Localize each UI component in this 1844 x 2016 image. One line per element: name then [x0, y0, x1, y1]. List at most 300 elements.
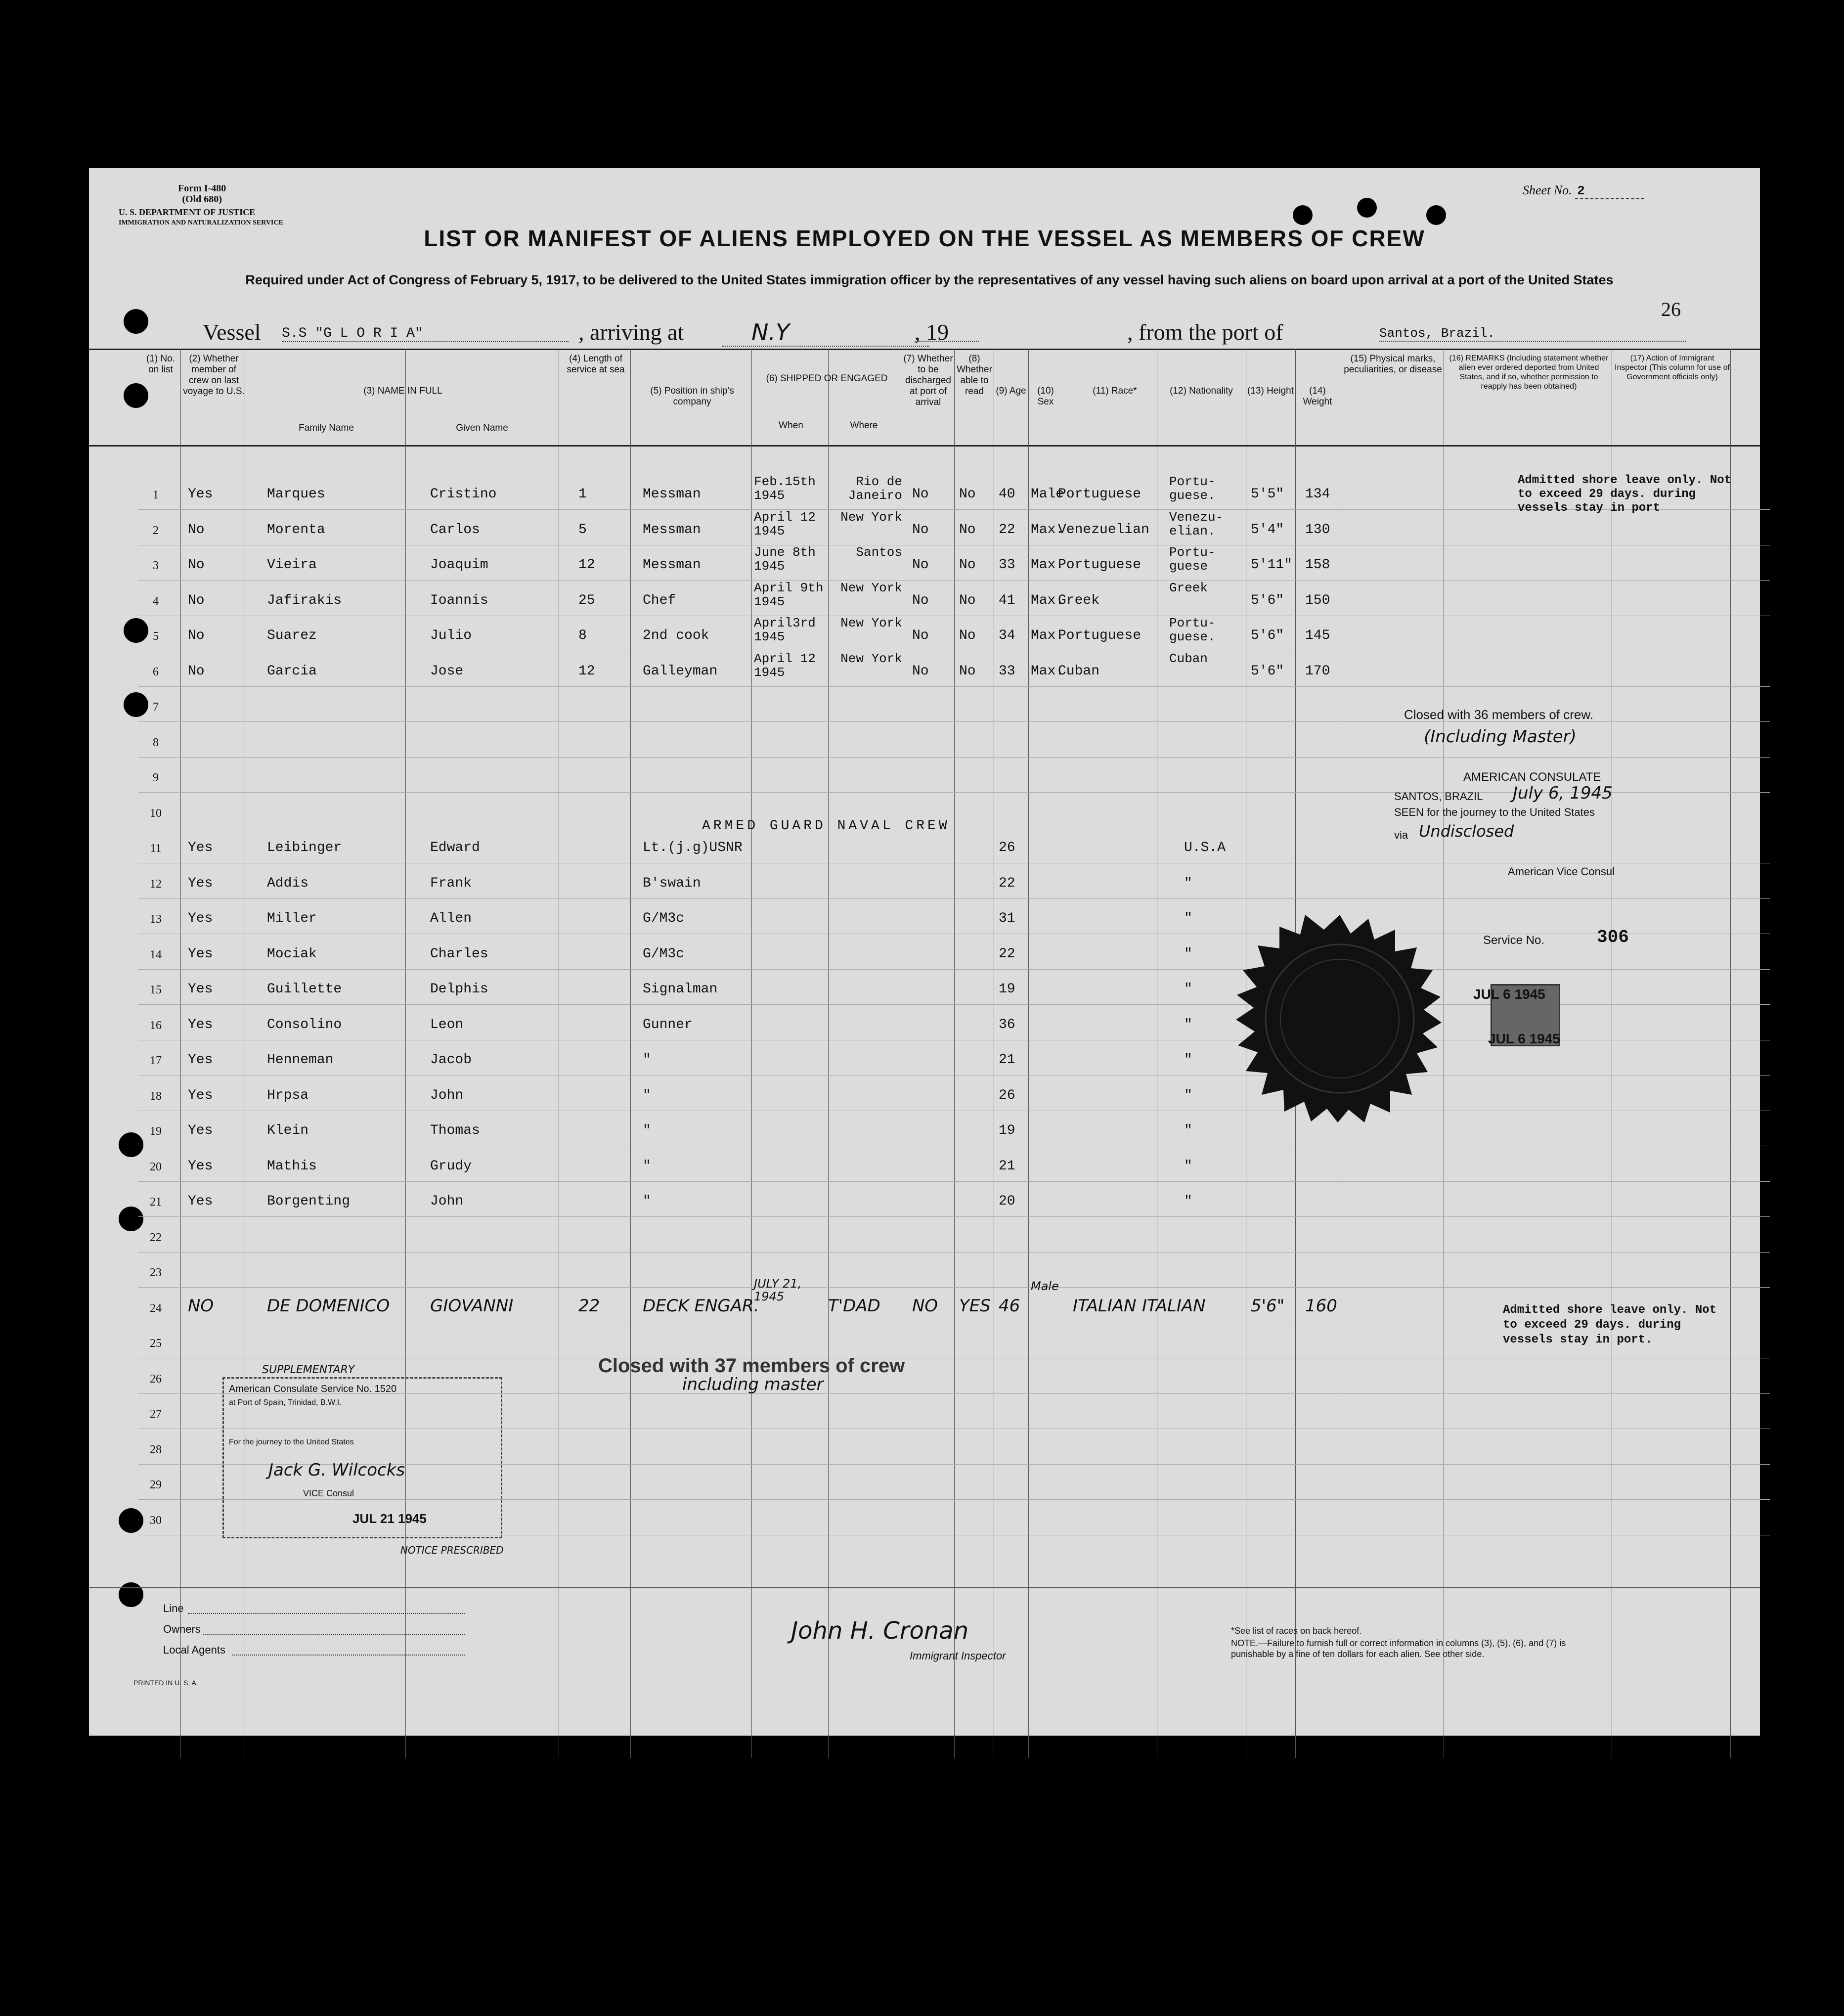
arriving-label: , arriving at — [578, 319, 684, 345]
header-weight: (14) Weight — [1303, 386, 1332, 407]
crew-read: No — [959, 522, 976, 538]
header-action: (17) Action of Immigrant Inspector (This column for use of Government officials only) — [1615, 354, 1730, 381]
row24-position: DECK ENGAR. — [643, 1296, 759, 1316]
guard-nationality: " — [1184, 875, 1192, 891]
guard-age: 21 — [999, 1158, 1015, 1174]
guard-family: Guillette — [267, 982, 342, 997]
stamp-date-2: JUL 6 1945 — [1488, 1031, 1560, 1046]
crew-family: Suarez — [267, 628, 317, 643]
consulate-city: SANTOS, BRAZIL — [1394, 790, 1483, 803]
row24-prev: NO — [188, 1296, 214, 1316]
row-number: 15 — [150, 984, 162, 996]
guard-family: Mathis — [267, 1158, 317, 1174]
row-number: 24 — [150, 1301, 162, 1315]
department-name: U. S. DEPARTMENT OF JUSTICE — [119, 207, 256, 217]
crew-prev: Yes — [188, 487, 213, 502]
stamp2-signature: Jack G. Wilcocks — [268, 1460, 405, 1480]
crew-position: Messman — [643, 557, 701, 573]
row24-when: JULY 21, 1945 — [754, 1276, 802, 1303]
sheet-label: Sheet No. — [1523, 183, 1572, 197]
guard-age: 36 — [999, 1017, 1015, 1032]
crew-disch: No — [912, 592, 929, 608]
crew-disch: No — [912, 557, 929, 573]
crew-service: 12 — [578, 663, 595, 679]
supplementary-stamp — [222, 1377, 502, 1538]
crew-read: No — [959, 663, 976, 679]
binder-hole — [1293, 205, 1313, 225]
including-master-1: (Including Master) — [1424, 727, 1577, 747]
binder-hole — [119, 1508, 143, 1533]
guard-family: Borgenting — [267, 1194, 351, 1209]
crew-nationality: Portu-guese. — [1169, 474, 1216, 503]
crew-height: 5'6" — [1251, 628, 1284, 643]
guard-position: " — [643, 1194, 651, 1209]
guard-prev: Yes — [188, 840, 213, 855]
header-sex: (10) Sex — [1037, 386, 1054, 407]
crew-race: Portuguese — [1058, 628, 1142, 643]
crew-weight: 134 — [1305, 487, 1330, 502]
service-name: IMMIGRATION AND NATURALIZATION SERVICE — [119, 219, 283, 226]
guard-given: Grudy — [430, 1158, 472, 1174]
crew-position: Messman — [643, 487, 701, 502]
guard-position: Signalman — [643, 982, 718, 997]
guard-nationality: " — [1184, 982, 1192, 997]
guard-given: Edward — [430, 840, 480, 855]
footer-owners-label: Owners — [163, 1623, 201, 1635]
page-subtitle: Required under Act of Congress of February 5, 1917, to be delivered to the United States immigration officer by the representatives of any vessel having such aliens on board upon arrival at a port of the United States — [245, 272, 1614, 287]
crew-where: New York — [840, 509, 902, 525]
year-blank — [915, 319, 979, 342]
row24-read: YES — [959, 1296, 991, 1316]
guard-nationality: " — [1184, 1194, 1192, 1209]
inspector-label: Immigrant Inspector — [910, 1650, 1006, 1662]
via-label: via — [1394, 829, 1408, 841]
manifest-page — [89, 168, 1760, 1736]
row-number: 17 — [150, 1054, 162, 1067]
crew-position: Chef — [643, 592, 676, 608]
crew-family: Marques — [267, 487, 325, 502]
guard-position: Gunner — [643, 1017, 693, 1032]
row-number: 2 — [153, 524, 159, 537]
footer-line-label: Line — [163, 1602, 184, 1614]
guard-prev: Yes — [188, 911, 213, 926]
row24-age: 46 — [999, 1296, 1020, 1316]
crew-race: Venezuelian — [1058, 522, 1149, 538]
guard-family: Henneman — [267, 1052, 334, 1068]
crew-given: Julio — [430, 628, 472, 643]
row-number: 22 — [150, 1231, 162, 1244]
binder-hole — [119, 1207, 143, 1231]
guard-nationality: " — [1184, 1017, 1192, 1032]
header-no: (1) No. on list — [146, 354, 176, 375]
crew-family: Jafirakis — [267, 592, 342, 608]
guard-position: " — [643, 1052, 651, 1068]
crew-position: Galleyman — [643, 663, 718, 679]
guard-given: John — [430, 1087, 464, 1103]
row-number: 14 — [150, 948, 162, 961]
form-number — [178, 183, 226, 205]
form-number-text: Form I-480 — [178, 183, 226, 194]
guard-position: G/M3c — [643, 911, 685, 926]
column-divider — [180, 349, 181, 1758]
service-no-value: 306 — [1597, 927, 1629, 947]
crew-read: No — [959, 557, 976, 573]
year-label: , 19 — [915, 319, 949, 345]
crew-age: 41 — [999, 592, 1015, 608]
header-when: When — [779, 420, 803, 431]
crew-family: Morenta — [267, 522, 325, 538]
guard-position: " — [643, 1158, 651, 1174]
guard-nationality: " — [1184, 1052, 1192, 1068]
crew-weight: 130 — [1305, 522, 1330, 538]
crew-given: Joaquim — [430, 557, 488, 573]
row-number: 28 — [150, 1443, 162, 1456]
crew-service: 1 — [578, 487, 587, 502]
row-rule — [138, 1287, 1770, 1288]
inspector-signature: John H. Cronan — [791, 1617, 969, 1645]
table-top-rule — [89, 349, 1760, 350]
crew-height: 5'6" — [1251, 663, 1284, 679]
sheet-number — [1523, 183, 1644, 198]
guard-age: 26 — [999, 840, 1015, 855]
row24-service: 22 — [578, 1296, 600, 1316]
vessel-name: S.S "G L O R I A" — [282, 326, 569, 342]
row-number: 19 — [150, 1125, 162, 1138]
binder-hole — [124, 383, 148, 408]
guard-position: " — [643, 1087, 651, 1103]
crew-height: 5'6" — [1251, 592, 1284, 608]
crew-nationality: Portu-guese. — [1169, 616, 1216, 644]
vessel-line — [203, 319, 1686, 344]
row24-sex: Male — [1031, 1279, 1059, 1293]
guard-age: 22 — [999, 875, 1015, 891]
guard-given: Charles — [430, 946, 488, 962]
guard-age: 19 — [999, 982, 1015, 997]
crew-family: Garcia — [267, 663, 317, 679]
seen-for: SEEN for the journey to the United States — [1394, 806, 1595, 818]
row-number: 12 — [150, 877, 162, 891]
crew-age: 34 — [999, 628, 1015, 643]
notice-prescribed: NOTICE PRESCRIBED — [400, 1544, 504, 1556]
crew-disch: No — [912, 522, 929, 538]
crew-when: April3rd 1945 — [754, 616, 816, 644]
guard-family: Klein — [267, 1123, 309, 1138]
guard-given: Delphis — [430, 982, 488, 997]
consular-seal — [1236, 915, 1444, 1122]
guard-nationality: " — [1184, 946, 1192, 962]
guard-given: Jacob — [430, 1052, 472, 1068]
row-rule — [138, 1252, 1770, 1253]
guard-position: " — [643, 1123, 651, 1138]
row-number: 16 — [150, 1019, 162, 1032]
crew-read: No — [959, 487, 976, 502]
page-number: 26 — [1661, 298, 1681, 320]
guard-position: G/M3c — [643, 946, 685, 962]
crew-race: Portuguese — [1058, 487, 1142, 502]
crew-nationality: Venezu-elian. — [1169, 509, 1224, 538]
crew-race: Greek — [1058, 592, 1100, 608]
stamp2-date: JUL 21 1945 — [352, 1511, 427, 1526]
column-divider — [1730, 349, 1731, 1758]
binder-hole — [119, 1132, 143, 1157]
row-number: 30 — [150, 1514, 162, 1527]
header-read: (8) Whether able to read — [957, 354, 992, 397]
row-rule — [138, 686, 1770, 687]
header-position: (5) Position in ship's company — [650, 386, 734, 407]
guard-nationality: " — [1184, 911, 1192, 926]
guard-prev: Yes — [188, 1194, 213, 1209]
row-number: 18 — [150, 1089, 162, 1103]
guard-prev: Yes — [188, 1123, 213, 1138]
stamp2-line3: For the journey to the United States — [229, 1438, 354, 1446]
guard-age: 20 — [999, 1194, 1015, 1209]
guard-nationality: " — [1184, 1123, 1192, 1138]
row24-race: ITALIAN — [1073, 1296, 1137, 1316]
guard-family: Hrpsa — [267, 1087, 309, 1103]
row-rule — [138, 580, 1770, 581]
guard-family: Leibinger — [267, 840, 342, 855]
crew-when: April 12 1945 — [754, 509, 816, 538]
crew-where: New York — [840, 616, 902, 630]
crew-weight: 145 — [1305, 628, 1330, 643]
races-note: *See list of races on back hereof. — [1231, 1626, 1362, 1636]
guard-family: Addis — [267, 875, 309, 891]
crew-service: 5 — [578, 522, 587, 538]
guard-age: 21 — [999, 1052, 1015, 1068]
row-number: 5 — [153, 630, 159, 643]
crew-sex: Max. — [1031, 557, 1064, 573]
crew-height: 5'11" — [1251, 557, 1293, 573]
row-number: 25 — [150, 1337, 162, 1350]
crew-nationality: Greek — [1169, 580, 1208, 595]
crew-height: 5'4" — [1251, 522, 1284, 538]
row-number: 21 — [150, 1196, 162, 1209]
row-number: 26 — [150, 1372, 162, 1386]
guard-prev: Yes — [188, 1087, 213, 1103]
crew-prev: No — [188, 663, 205, 679]
crew-family: Vieira — [267, 557, 317, 573]
footer-agents-blank — [232, 1655, 465, 1656]
via-value: Undisclosed — [1419, 822, 1514, 841]
header-race: (11) Race* — [1093, 386, 1137, 396]
binder-hole — [1426, 205, 1446, 225]
crew-prev: No — [188, 592, 205, 608]
arriving-at: N.Y — [722, 319, 929, 347]
crew-sex: Male — [1031, 487, 1064, 502]
row-rule — [138, 969, 1770, 970]
crew-disch: No — [912, 663, 929, 679]
header-discharged: (7) Whether to be discharged at port of arrival — [903, 354, 953, 407]
guard-prev: Yes — [188, 1052, 213, 1068]
header-name: (3) NAME IN FULL — [363, 386, 442, 396]
column-divider — [954, 349, 955, 1758]
row24-weight: 160 — [1305, 1296, 1337, 1316]
footer-line-blank — [188, 1613, 465, 1614]
footer-rule — [89, 1587, 1760, 1588]
sheet-no-value: 2 — [1575, 183, 1644, 199]
crew-service: 25 — [578, 592, 595, 608]
guard-age: 26 — [999, 1087, 1015, 1103]
guard-prev: Yes — [188, 875, 213, 891]
page-title: LIST OR MANIFEST OF ALIENS EMPLOYED ON THE VESSEL AS MEMBERS OF CREW — [424, 225, 1425, 251]
header-prev-voyage: (2) Whether member of crew on last voyage to U.S. — [183, 354, 245, 397]
crew-where: Rio de Janeiro — [848, 474, 902, 503]
closed-with-1: Closed with 36 members of crew. — [1404, 707, 1593, 722]
row-number: 1 — [153, 489, 159, 501]
header-nationality: (12) Nationality — [1170, 386, 1233, 396]
guard-age: 31 — [999, 911, 1015, 926]
guard-nationality: " — [1184, 1087, 1192, 1103]
row24-nat: ITALIAN — [1142, 1296, 1206, 1316]
header-height: (13) Height — [1247, 386, 1294, 396]
armed-guard-heading: ARMED GUARD NAVAL CREW — [702, 818, 950, 834]
table-header-rule — [89, 445, 1760, 447]
row-number: 27 — [150, 1408, 162, 1421]
row-rule — [138, 757, 1770, 758]
row-number: 10 — [150, 806, 162, 820]
footer-agents-label: Local Agents — [163, 1644, 225, 1656]
stamp2-title: VICE Consul — [303, 1488, 354, 1498]
guard-given: Allen — [430, 911, 472, 926]
stamp2-line1: American Consulate Service No. 1520 — [229, 1384, 397, 1394]
crew-position: Messman — [643, 522, 701, 538]
crew-given: Jose — [430, 663, 464, 679]
crew-position: 2nd cook — [643, 628, 709, 643]
row24-family: DE DOMENICO — [267, 1296, 390, 1316]
from-port: Santos, Brazil. — [1379, 326, 1686, 342]
guard-position: Lt.(j.g)USNR — [643, 840, 743, 855]
row-number: 4 — [153, 594, 159, 608]
header-remarks: (16) REMARKS (Including statement whether alien ever ordered deported from United States, and if so, whether permission to reapply has been obtained) — [1449, 354, 1609, 391]
shore-leave-stamp-1: Admitted shore leave only. Not to exceed 29 days. during vessels stay in port — [1518, 474, 1732, 515]
service-no-label: Service No. — [1483, 934, 1545, 947]
guard-age: 19 — [999, 1123, 1015, 1138]
guard-prev: Yes — [188, 1158, 213, 1174]
row-rule — [138, 1181, 1770, 1182]
row-number: 23 — [150, 1266, 162, 1279]
supplementary-label: SUPPLEMENTARY — [262, 1364, 355, 1376]
header-given-name: Given Name — [456, 423, 508, 433]
header-physical: (15) Physical marks, peculiarities, or disease — [1344, 354, 1442, 375]
guard-position: B'swain — [643, 875, 701, 891]
row-number: 3 — [153, 559, 159, 572]
crew-weight: 158 — [1305, 557, 1330, 573]
crew-given: Carlos — [430, 522, 480, 538]
crew-where: New York — [840, 580, 902, 595]
crew-prev: No — [188, 557, 205, 573]
stamp-date-1: JUL 6 1945 — [1473, 986, 1545, 1002]
crew-when: Feb.15th 1945 — [754, 474, 816, 503]
crew-height: 5'5" — [1251, 487, 1284, 502]
binder-hole — [1357, 198, 1377, 218]
printed-in: PRINTED IN U. S. A. — [133, 1679, 198, 1687]
column-divider — [1028, 349, 1029, 1758]
guard-family: Consolino — [267, 1017, 342, 1032]
crew-nationality: Cuban — [1169, 651, 1208, 666]
guard-prev: Yes — [188, 1017, 213, 1032]
crew-read: No — [959, 628, 976, 643]
vice-consul-label: American Vice Consul — [1508, 865, 1615, 878]
row24-given: GIOVANNI — [430, 1296, 514, 1316]
crew-when: April 9th 1945 — [754, 580, 824, 609]
consulate-date: July 6, 1945 — [1513, 783, 1613, 803]
header-age: (9) Age — [996, 386, 1026, 396]
binder-hole — [119, 1582, 143, 1607]
crew-when: April 12 1945 — [754, 651, 816, 680]
row-number: 7 — [153, 701, 159, 714]
stamp2-line2: at Port of Spain, Trinidad, B.W.I. — [229, 1398, 342, 1407]
row-number: 11 — [150, 842, 162, 855]
row-number: 6 — [153, 665, 159, 678]
closed-with-2: Closed with 37 members of crew — [598, 1355, 905, 1377]
shore-leave-stamp-2: Admitted shore leave only. Not to exceed 29 days. during vessels stay in port. — [1503, 1303, 1717, 1346]
crew-disch: No — [912, 487, 929, 502]
guard-prev: Yes — [188, 982, 213, 997]
crew-nationality: Portu-guese — [1169, 545, 1216, 574]
crew-sex: Max. — [1031, 592, 1064, 608]
crew-read: No — [959, 592, 976, 608]
crew-when: June 8th 1945 — [754, 545, 816, 574]
header-family-name: Family Name — [299, 423, 354, 433]
footer-owners-blank — [203, 1634, 465, 1635]
crew-race: Portuguese — [1058, 557, 1142, 573]
vessel-label: Vessel — [203, 319, 261, 345]
row-number: 29 — [150, 1478, 162, 1491]
column-divider — [630, 349, 631, 1758]
guard-prev: Yes — [188, 946, 213, 962]
from-label: , from the port of — [1127, 319, 1283, 345]
crew-service: 8 — [578, 628, 587, 643]
guard-family: Miller — [267, 911, 317, 926]
row-number: 9 — [153, 771, 159, 784]
row-rule — [138, 1216, 1770, 1217]
consulate-name: AMERICAN CONSULATE — [1463, 770, 1601, 784]
form-old-number: (Old 680) — [182, 194, 222, 205]
crew-where: New York — [840, 651, 902, 666]
guard-age: 22 — [999, 946, 1015, 962]
row24-height: 5'6" — [1251, 1296, 1285, 1316]
crew-sex: Max. — [1031, 522, 1064, 538]
header-shipped: (6) SHIPPED OR ENGAGED — [766, 373, 888, 384]
header-where: Where — [850, 420, 878, 431]
crew-prev: No — [188, 522, 205, 538]
row-number: 20 — [150, 1160, 162, 1173]
row-number: 8 — [153, 736, 159, 749]
crew-age: 22 — [999, 522, 1015, 538]
footer-note: NOTE.—Failure to furnish full or correct information in columns (3), (5), (6), and (7) is punishable by a fine of ten dollars for each alien. See other side. — [1231, 1638, 1566, 1659]
including-master-2: including master — [682, 1375, 824, 1394]
header-service: (4) Length of service at sea — [567, 354, 625, 375]
crew-where: Santos — [856, 545, 902, 560]
crew-given: Cristino — [430, 487, 497, 502]
crew-sex: Max. — [1031, 628, 1064, 643]
guard-given: John — [430, 1194, 464, 1209]
crew-sex: Max. — [1031, 663, 1064, 679]
guard-family: Mociak — [267, 946, 317, 962]
crew-disch: No — [912, 628, 929, 643]
guard-given: Thomas — [430, 1123, 480, 1138]
guard-nationality: " — [1184, 1158, 1192, 1174]
crew-race: Cuban — [1058, 663, 1100, 679]
crew-weight: 150 — [1305, 592, 1330, 608]
row-rule — [138, 898, 1770, 899]
crew-age: 33 — [999, 557, 1015, 573]
crew-prev: No — [188, 628, 205, 643]
crew-service: 12 — [578, 557, 595, 573]
guard-given: Leon — [430, 1017, 464, 1032]
row-number: 13 — [150, 913, 162, 926]
crew-age: 33 — [999, 663, 1015, 679]
